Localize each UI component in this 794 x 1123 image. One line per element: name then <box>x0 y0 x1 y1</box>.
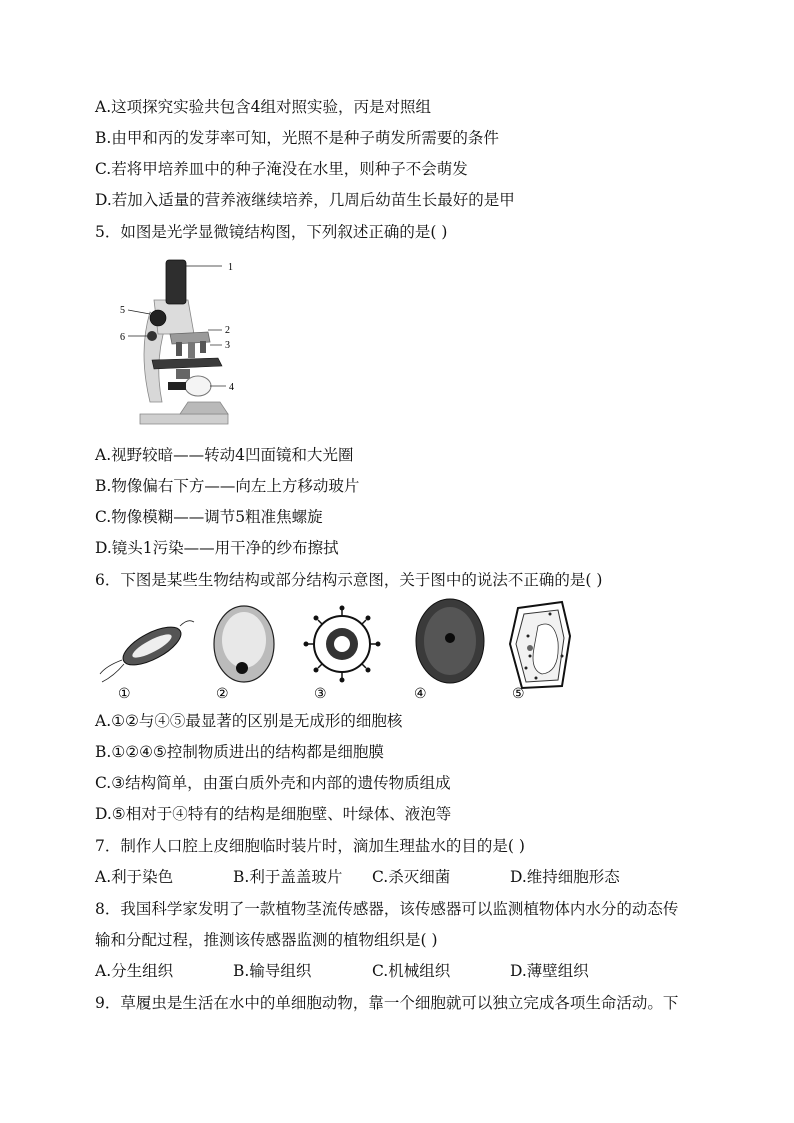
q7-stem: 7．制作人口腔上皮细胞临时装片时，滴加生理盐水的目的是( ) <box>95 837 525 855</box>
cells-figure <box>92 596 572 706</box>
q5-option-b: B.物像偏右下方——向左上方移动玻片 <box>95 477 360 495</box>
microscope-label-2: 2 <box>225 325 230 336</box>
q8-option-d: D.薄壁组织 <box>510 962 589 980</box>
q8-stem-line1: 8．我国科学家发明了一款植物茎流传感器，该传感器可以监测植物体内水分的动态传 <box>95 900 679 918</box>
q7-option-d: D.维持细胞形态 <box>510 868 620 886</box>
q4-option-c: C.若将甲培养皿中的种子淹没在水里，则种子不会萌发 <box>95 160 468 178</box>
cell-label-4: ④ <box>414 687 427 702</box>
microscope-label-5: 5 <box>120 305 125 316</box>
q6-option-d: D.⑤相对于④特有的结构是细胞壁、叶绿体、液泡等 <box>95 805 452 823</box>
q5-option-d: D.镜头1污染——用干净的纱布擦拭 <box>95 539 339 557</box>
q7-option-c: C.杀灭细菌 <box>372 868 451 886</box>
q6-option-a: A.①②与④⑤最显著的区别是无成形的细胞核 <box>95 712 403 730</box>
animal-cell-figure <box>416 599 484 683</box>
q8-option-a: A.分生组织 <box>95 962 174 980</box>
cell-label-2: ② <box>216 687 229 702</box>
q6-option-c: C.③结构简单，由蛋白质外壳和内部的遗传物质组成 <box>95 774 451 792</box>
oval-cell-figure <box>214 606 274 682</box>
q5-stem: 5．如图是光学显微镜结构图，下列叙述正确的是( ) <box>95 223 448 241</box>
q5-option-a: A.视野较暗——转动4凹面镜和大光圈 <box>95 446 354 464</box>
microscope-label-6: 6 <box>120 332 125 343</box>
q8-stem-line2: 输和分配过程，推测该传感器监测的植物组织是( ) <box>95 931 438 949</box>
plant-cell-figure <box>510 602 570 688</box>
q4-option-a: A.这项探究实验共包含4组对照实验，丙是对照组 <box>95 98 431 116</box>
q4-option-d: D.若加入适量的营养液继续培养，几周后幼苗生长最好的是甲 <box>95 191 515 209</box>
microscope-label-1: 1 <box>228 262 233 273</box>
microscope-label-3: 3 <box>225 340 230 351</box>
microscope-label-4: 4 <box>229 382 234 393</box>
cell-label-1: ① <box>118 687 131 702</box>
q5-option-c: C.物像模糊——调节5粗准焦螺旋 <box>95 508 323 526</box>
microscope-figure <box>110 252 250 432</box>
q9-stem-line1: 9．草履虫是生活在水中的单细胞动物，靠一个细胞就可以独立完成各项生命活动。下 <box>95 994 679 1012</box>
q7-option-a: A.利于染色 <box>95 868 174 886</box>
q4-option-b: B.由甲和丙的发芽率可知，光照不是种子萌发所需要的条件 <box>95 129 499 147</box>
cell-label-3: ③ <box>314 687 327 702</box>
q6-option-b: B.①②④⑤控制物质进出的结构都是细胞膜 <box>95 743 384 761</box>
q7-option-b: B.利于盖盖玻片 <box>233 868 343 886</box>
q6-stem: 6．下图是某些生物结构或部分结构示意图，关于图中的说法不正确的是( ) <box>95 571 603 589</box>
cell-label-5: ⑤ <box>512 687 525 702</box>
q8-option-b: B.输导组织 <box>233 962 312 980</box>
bacterium-figure <box>100 619 194 682</box>
virus-figure <box>304 606 381 683</box>
q8-option-c: C.机械组织 <box>372 962 451 980</box>
